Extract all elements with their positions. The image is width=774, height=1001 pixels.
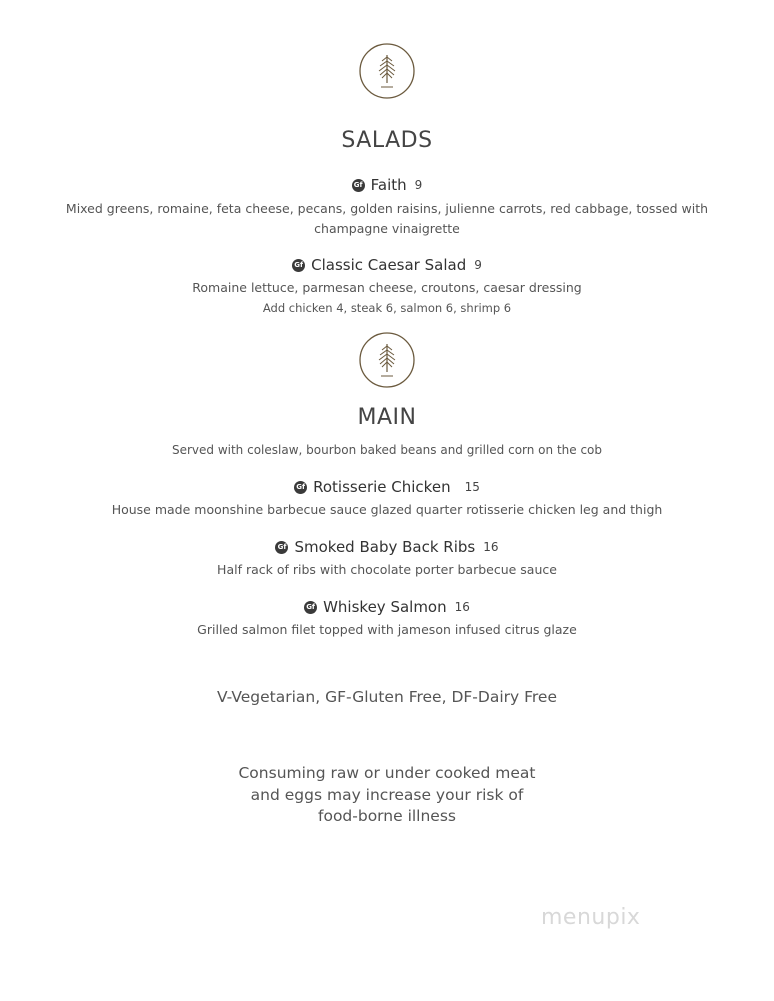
served-with-note: Served with coleslaw, bourbon baked beans and grilled corn on the cob [171, 443, 603, 457]
item-description: Mixed greens, romaine, feta cheese, pecans, golden raisins, julienne carrots, red cabbage, tossed with champagne vinaigrette [65, 201, 709, 236]
palm-leaf-emblem-icon [359, 332, 415, 388]
item-price: 9 [474, 258, 482, 272]
item-name: Rotisserie Chicken [313, 478, 451, 496]
item-price: 15 [464, 480, 480, 494]
menu-item-baby-back-ribs [0, 538, 774, 556]
menupix-watermark: menupix [541, 905, 641, 930]
gluten-free-badge-icon: Gf [292, 259, 305, 272]
item-price: 16 [454, 600, 470, 614]
menu-item-faith [0, 176, 774, 194]
palm-leaf-emblem-icon [359, 43, 415, 99]
item-price: 16 [483, 540, 499, 554]
item-addons: Add chicken 4, steak 6, salmon 6, shrimp 6 [262, 301, 512, 315]
item-name: Smoked Baby Back Ribs [294, 538, 476, 556]
warning-line: and eggs may increase your risk of [250, 785, 524, 804]
item-description: Half rack of ribs with chocolate porter barbecue sauce [217, 562, 557, 577]
menu-item-rotisserie-chicken [0, 478, 774, 496]
warning-line: food-borne illness [318, 807, 456, 825]
item-price: 9 [414, 178, 423, 192]
gluten-free-badge-icon: Gf [352, 179, 365, 192]
item-description: Romaine lettuce, parmesan cheese, croutons, caesar dressing [192, 280, 582, 295]
item-description: House made moonshine barbecue sauce glazed quarter rotisserie chicken leg and thigh [111, 502, 663, 517]
item-name: Whiskey Salmon [323, 598, 447, 616]
menu-item-whiskey-salmon [0, 598, 774, 616]
menu-item-caesar [0, 256, 774, 274]
warning-line: Consuming raw or under cooked meat [238, 764, 536, 782]
item-name: Classic Caesar Salad [311, 256, 467, 274]
gluten-free-badge-icon: Gf [304, 601, 317, 614]
item-name: Faith [370, 176, 407, 194]
dietary-legend: V-Vegetarian, GF-Gluten Free, DF-Dairy Free [216, 688, 557, 706]
main-section-title: MAIN [357, 405, 417, 430]
gluten-free-badge-icon: Gf [294, 481, 307, 494]
item-description: Grilled salmon filet topped with jameson infused citrus glaze [197, 622, 577, 637]
gluten-free-badge-icon: Gf [275, 541, 288, 554]
food-safety-warning [0, 763, 774, 828]
salads-section-title: SALADS [341, 128, 433, 153]
